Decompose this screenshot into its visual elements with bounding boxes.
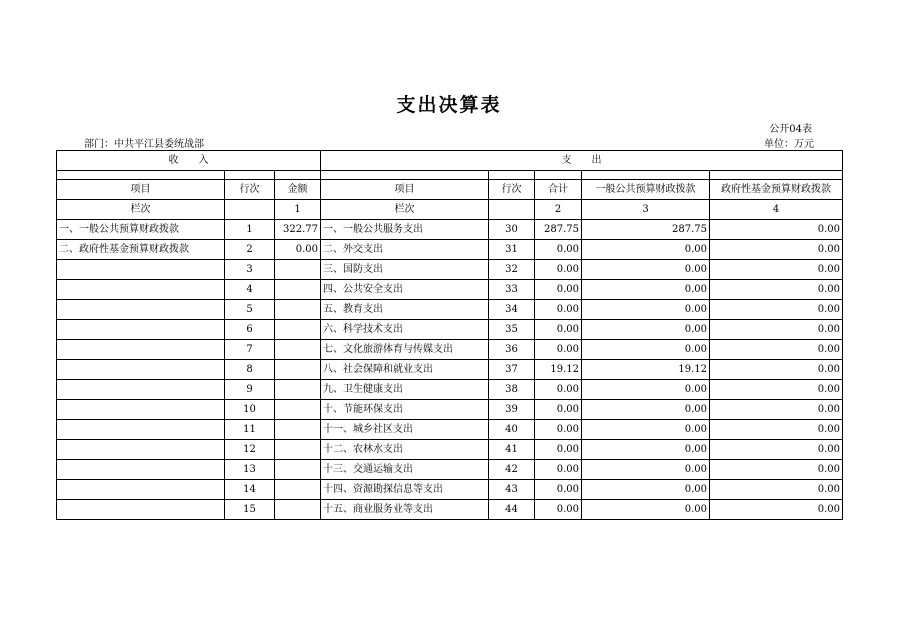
expense-row-no-cell: 44 bbox=[489, 500, 535, 520]
table-row bbox=[57, 260, 843, 280]
table-row bbox=[57, 360, 843, 380]
expense-row-no-cell: 32 bbox=[489, 260, 535, 280]
general-budget-cell: 0.00 bbox=[582, 320, 710, 340]
income-amount-cell bbox=[275, 280, 321, 300]
income-group-header: 收 入 bbox=[57, 151, 321, 171]
expense-group-header: 支 出 bbox=[321, 151, 843, 171]
total-cell: 0.00 bbox=[535, 380, 582, 400]
fund-budget-cell: 0.00 bbox=[710, 380, 843, 400]
table-row bbox=[57, 420, 843, 440]
fund-budget-cell: 0.00 bbox=[710, 260, 843, 280]
col-index-label: 栏次 bbox=[57, 200, 225, 220]
income-row-no-cell: 10 bbox=[225, 400, 275, 420]
table-row bbox=[57, 320, 843, 340]
form-code: 公开04表 bbox=[769, 124, 812, 135]
expense-item-cell: 二、外交支出 bbox=[321, 240, 489, 260]
expense-row-no-cell: 35 bbox=[489, 320, 535, 340]
income-amount-cell bbox=[275, 380, 321, 400]
general-budget-cell: 0.00 bbox=[582, 280, 710, 300]
income-item-cell bbox=[57, 280, 225, 300]
total-cell: 0.00 bbox=[535, 500, 582, 520]
income-row-no-cell: 5 bbox=[225, 300, 275, 320]
table-row bbox=[57, 500, 843, 520]
fund-budget-cell: 0.00 bbox=[710, 480, 843, 500]
table-row bbox=[57, 280, 843, 300]
total-cell: 0.00 bbox=[535, 480, 582, 500]
fund-budget-cell: 0.00 bbox=[710, 300, 843, 320]
income-amount-cell bbox=[275, 400, 321, 420]
table-row bbox=[57, 220, 843, 240]
expense-row-no-cell: 42 bbox=[489, 460, 535, 480]
total-cell: 0.00 bbox=[535, 420, 582, 440]
income-amount-cell bbox=[275, 440, 321, 460]
header-spacer-row bbox=[57, 171, 843, 180]
expense-item-cell: 十一、城乡社区支出 bbox=[321, 420, 489, 440]
income-row-no-cell: 14 bbox=[225, 480, 275, 500]
col-index-1: 1 bbox=[275, 200, 321, 220]
income-item-cell bbox=[57, 360, 225, 380]
expense-row-no-cell: 38 bbox=[489, 380, 535, 400]
income-amount-cell bbox=[275, 480, 321, 500]
expense-item-cell: 十三、交通运输支出 bbox=[321, 460, 489, 480]
table-row bbox=[57, 340, 843, 360]
income-row-no-cell: 2 bbox=[225, 240, 275, 260]
general-budget-cell: 0.00 bbox=[582, 480, 710, 500]
income-item-cell bbox=[57, 440, 225, 460]
fund-budget-cell: 0.00 bbox=[710, 340, 843, 360]
total-cell: 0.00 bbox=[535, 240, 582, 260]
fund-budget-cell: 0.00 bbox=[710, 420, 843, 440]
table-row bbox=[57, 380, 843, 400]
income-amount-cell bbox=[275, 460, 321, 480]
income-item-cell: 二、政府性基金预算财政拨款 bbox=[57, 240, 225, 260]
income-row-no-cell: 13 bbox=[225, 460, 275, 480]
col-header-total: 合计 bbox=[535, 180, 582, 200]
fund-budget-cell: 0.00 bbox=[710, 440, 843, 460]
expense-item-cell: 五、教育支出 bbox=[321, 300, 489, 320]
table-row bbox=[57, 440, 843, 460]
income-row-no-cell: 7 bbox=[225, 340, 275, 360]
total-cell: 19.12 bbox=[535, 360, 582, 380]
expense-item-cell: 四、公共安全支出 bbox=[321, 280, 489, 300]
expense-item-cell: 十、节能环保支出 bbox=[321, 400, 489, 420]
expense-row-no-cell: 36 bbox=[489, 340, 535, 360]
header-group-row bbox=[57, 151, 843, 171]
general-budget-cell: 0.00 bbox=[582, 300, 710, 320]
fund-budget-cell: 0.00 bbox=[710, 280, 843, 300]
general-budget-cell: 0.00 bbox=[582, 500, 710, 520]
general-budget-cell: 0.00 bbox=[582, 240, 710, 260]
fund-budget-cell: 0.00 bbox=[710, 320, 843, 340]
general-budget-cell: 0.00 bbox=[582, 380, 710, 400]
header-column-row bbox=[57, 180, 843, 200]
fund-budget-cell: 0.00 bbox=[710, 400, 843, 420]
column-index-row bbox=[57, 200, 843, 220]
col-header-row-no: 行次 bbox=[225, 180, 275, 200]
income-amount-cell: 0.00 bbox=[275, 240, 321, 260]
general-budget-cell: 0.00 bbox=[582, 340, 710, 360]
total-cell: 0.00 bbox=[535, 400, 582, 420]
income-amount-cell bbox=[275, 320, 321, 340]
income-row-no-cell: 12 bbox=[225, 440, 275, 460]
expense-row-no-cell: 30 bbox=[489, 220, 535, 240]
col-header-row-no2: 行次 bbox=[489, 180, 535, 200]
total-cell: 287.75 bbox=[535, 220, 582, 240]
expense-item-cell: 一、一般公共服务支出 bbox=[321, 220, 489, 240]
department-label: 部门：中共平江县委统战部 bbox=[84, 139, 204, 150]
table-row bbox=[57, 460, 843, 480]
expense-row-no-cell: 33 bbox=[489, 280, 535, 300]
expense-item-cell: 十二、农林水支出 bbox=[321, 440, 489, 460]
income-item-cell bbox=[57, 340, 225, 360]
fund-budget-cell: 0.00 bbox=[710, 220, 843, 240]
income-row-no-cell: 6 bbox=[225, 320, 275, 340]
total-cell: 0.00 bbox=[535, 440, 582, 460]
expense-row-no-cell: 40 bbox=[489, 420, 535, 440]
total-cell: 0.00 bbox=[535, 260, 582, 280]
income-item-cell bbox=[57, 500, 225, 520]
income-row-no-cell: 4 bbox=[225, 280, 275, 300]
general-budget-cell: 19.12 bbox=[582, 360, 710, 380]
general-budget-cell: 0.00 bbox=[582, 400, 710, 420]
expense-item-cell: 七、文化旅游体育与传媒支出 bbox=[321, 340, 489, 360]
income-item-cell bbox=[57, 400, 225, 420]
expense-item-cell: 十四、资源勘探信息等支出 bbox=[321, 480, 489, 500]
expense-item-cell: 九、卫生健康支出 bbox=[321, 380, 489, 400]
col-header-fund-budget: 政府性基金预算财政拨款 bbox=[710, 180, 843, 200]
expense-row-no-cell: 31 bbox=[489, 240, 535, 260]
page-title: 支出决算表 bbox=[396, 94, 502, 116]
col-index-3: 3 bbox=[582, 200, 710, 220]
general-budget-cell: 287.75 bbox=[582, 220, 710, 240]
income-amount-cell bbox=[275, 300, 321, 320]
income-item-cell: 一、一般公共预算财政拨款 bbox=[57, 220, 225, 240]
income-row-no-cell: 9 bbox=[225, 380, 275, 400]
expense-item-cell: 八、社会保障和就业支出 bbox=[321, 360, 489, 380]
general-budget-cell: 0.00 bbox=[582, 440, 710, 460]
table-row bbox=[57, 240, 843, 260]
col-index-label2: 栏次 bbox=[321, 200, 489, 220]
general-budget-cell: 0.00 bbox=[582, 460, 710, 480]
unit-label: 单位：万元 bbox=[764, 139, 814, 150]
expense-row-no-cell: 41 bbox=[489, 440, 535, 460]
expense-row-no-cell: 34 bbox=[489, 300, 535, 320]
col-header-amount: 金额 bbox=[275, 180, 321, 200]
income-amount-cell bbox=[275, 360, 321, 380]
total-cell: 0.00 bbox=[535, 320, 582, 340]
income-amount-cell bbox=[275, 420, 321, 440]
expense-row-no-cell: 43 bbox=[489, 480, 535, 500]
expense-row-no-cell: 39 bbox=[489, 400, 535, 420]
fund-budget-cell: 0.00 bbox=[710, 460, 843, 480]
table-row bbox=[57, 480, 843, 500]
col-index-4: 4 bbox=[710, 200, 843, 220]
fund-budget-cell: 0.00 bbox=[710, 500, 843, 520]
income-row-no-cell: 15 bbox=[225, 500, 275, 520]
income-row-no-cell: 8 bbox=[225, 360, 275, 380]
income-row-no-cell: 11 bbox=[225, 420, 275, 440]
col-index-2: 2 bbox=[535, 200, 582, 220]
income-item-cell bbox=[57, 380, 225, 400]
expense-row-no-cell: 37 bbox=[489, 360, 535, 380]
table-row bbox=[57, 300, 843, 320]
fund-budget-cell: 0.00 bbox=[710, 360, 843, 380]
income-item-cell bbox=[57, 460, 225, 480]
general-budget-cell: 0.00 bbox=[582, 260, 710, 280]
col-header-general-budget: 一般公共预算财政拨款 bbox=[582, 180, 710, 200]
expense-item-cell: 六、科学技术支出 bbox=[321, 320, 489, 340]
income-row-no-cell: 3 bbox=[225, 260, 275, 280]
income-amount-cell bbox=[275, 500, 321, 520]
col-header-item: 项目 bbox=[57, 180, 225, 200]
expense-item-cell: 三、国防支出 bbox=[321, 260, 489, 280]
col-header-item2: 项目 bbox=[321, 180, 489, 200]
total-cell: 0.00 bbox=[535, 460, 582, 480]
expense-final-accounts-table bbox=[56, 150, 843, 520]
income-amount-cell bbox=[275, 260, 321, 280]
income-item-cell bbox=[57, 480, 225, 500]
income-amount-cell bbox=[275, 340, 321, 360]
total-cell: 0.00 bbox=[535, 280, 582, 300]
income-item-cell bbox=[57, 320, 225, 340]
income-item-cell bbox=[57, 260, 225, 280]
income-item-cell bbox=[57, 420, 225, 440]
expense-item-cell: 十五、商业服务业等支出 bbox=[321, 500, 489, 520]
total-cell: 0.00 bbox=[535, 340, 582, 360]
general-budget-cell: 0.00 bbox=[582, 420, 710, 440]
total-cell: 0.00 bbox=[535, 300, 582, 320]
fund-budget-cell: 0.00 bbox=[710, 240, 843, 260]
income-row-no-cell: 1 bbox=[225, 220, 275, 240]
income-amount-cell: 322.77 bbox=[275, 220, 321, 240]
table-row bbox=[57, 400, 843, 420]
table-body bbox=[57, 220, 843, 520]
income-item-cell bbox=[57, 300, 225, 320]
